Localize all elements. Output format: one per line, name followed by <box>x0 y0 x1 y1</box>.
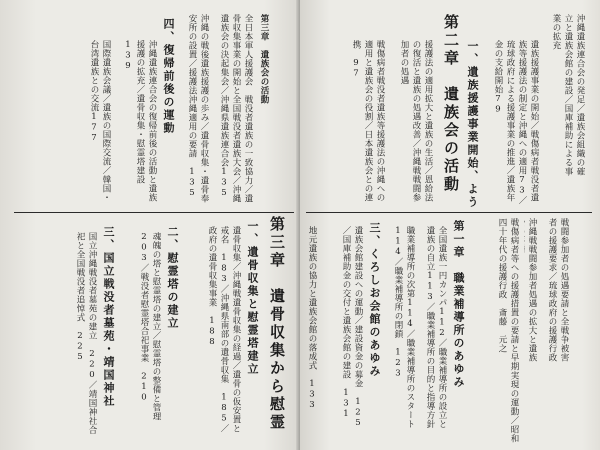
text-column: 沖縄遺族連合会の発足／遺族会組織の確立と遺族会館の建設／国庫補助による事業の拡充 <box>551 14 585 176</box>
text-column: 沖縄戦戦闘参加者処遇の拡大と遺族 <box>527 218 537 362</box>
section-heading: 三、国立戦没者墓苑・靖国神社 <box>102 226 115 408</box>
text-column: 国際遺族会議／遺族の国際交流／韓国・台湾遺族との交流177 <box>89 40 111 202</box>
text-column: 全国遺族一円カンパ112／職業補導所の設立と遺族の自立113／職業補導所の目的と指導方針 <box>425 226 447 429</box>
section-heading: 一、遺骨収集と慰霊塔建立 <box>246 220 259 376</box>
text-column: 戦傷病者戦没者遺族等援護法の沖縄への適用と遺族会の役割／日本遺族会との連携 97 <box>351 40 385 202</box>
text-column: 遺族会館建設への運動／建設資金の募金 125／国庫補助金の交付と遺族会館の建設 131 <box>341 226 363 429</box>
section-heading: 三、くろしお会館のあゆみ <box>368 222 381 378</box>
section-divider <box>306 212 592 213</box>
section-heading: 二、慰霊塔の建立 <box>166 226 179 330</box>
right-page <box>300 0 600 450</box>
text-column: 沖縄遺族連合会の復帰前後の活動と遺族援護の拡充／遺骨収集・慰霊塔建設 139 <box>123 40 157 202</box>
section-heading: 四、復帰前後の運動 <box>162 18 175 135</box>
text-column: 国立沖縄戦没者墓苑の建立 220／靖国神社合祀と全国戦没者追悼式 225 <box>75 232 97 435</box>
text-column: 職業補導所の次第114／職業補導所のスタート114／職業補導所の閉鎖 123 <box>393 226 415 429</box>
text-column: 第三章 遺族会の活動 <box>259 14 269 104</box>
text-column: 魂魄の塔と慰霊塔の建立／慰霊塔の整備と管理 203／戦没者慰霊塔合祀事業 210 <box>139 232 161 430</box>
text-column: 援護法の適用拡大と遺族の生活／恩給法の復活と遺族の処遇改善／沖縄戦戦闘参加者の処遇 <box>399 40 433 202</box>
text-column: 全日本軍人援護会 戦没者遺族の一致協力／遺骨収集事業の開始と全国戦没者遺族大会／沖縄遺族会の決起集会／沖縄県遺族連合会135 <box>219 14 253 203</box>
text-column: 戦傷病者等への援護措置の要請と早期実現の運動／昭和四十年代の援護行政 斎藤 元之 <box>497 218 519 443</box>
chapter-title: 第二章 遺族会の活動 <box>442 14 460 194</box>
text-column: 遺族援護事業の開始／戦傷病者戦没者遺族等援護法の制定と沖縄への適用73／琉球政府による援護事業の推進／遺族年金の支給開始79 <box>493 40 539 205</box>
text-column: 戦闘参加者の処遇要請と全戦争被害者の援護要求／琉球政府の援護行政 <box>547 218 569 362</box>
text-column: 地元遺族の協力と遺族会館の落成式 133 <box>307 226 317 411</box>
chapter-title: 第三章 遺骨収集から慰霊 <box>268 216 286 432</box>
text-column: 遺骨収集／沖縄戦遺骨収集の経過／遺骨の仮安置と戒名 183／沖縄県南部の遺骨収集 185／政府の遺骨収集事業 188 <box>207 226 241 433</box>
text-column: 沖縄の戦後遺族援護の歩み／遺骨収集・遺骨奉安所の設置／援護法沖縄適用の要請 135 <box>187 14 209 203</box>
section-heading: 第一章 職業補導所のあゆみ <box>452 220 465 389</box>
section-divider <box>14 212 294 213</box>
section-heading: 一、遺族援護事業開始、よう <box>466 40 479 209</box>
